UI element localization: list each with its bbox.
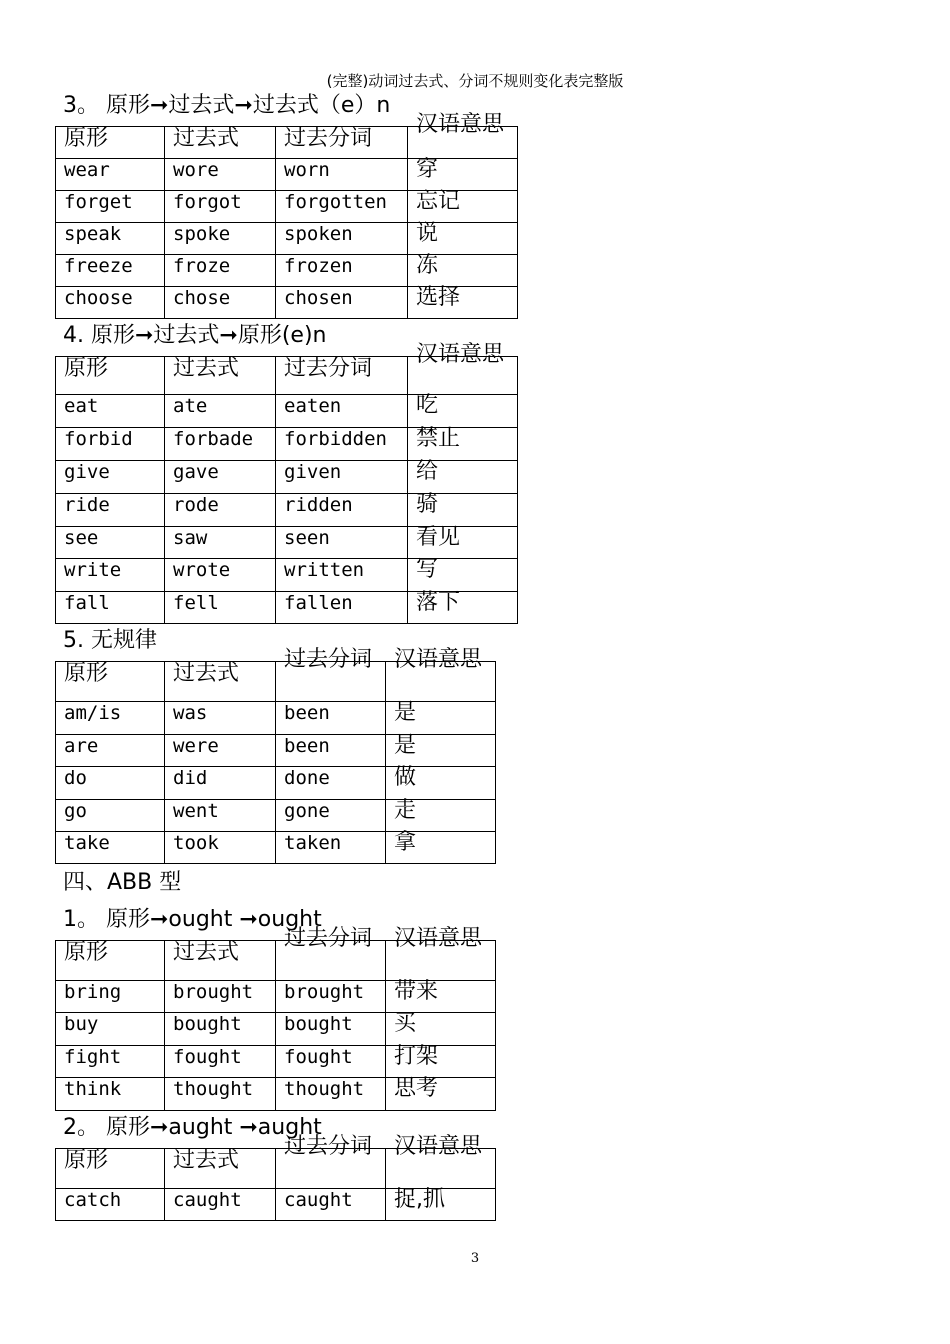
past-tense: chose	[165, 287, 276, 319]
column-header: 过去分词	[276, 127, 408, 159]
table-row	[56, 428, 518, 461]
table-row	[56, 735, 496, 767]
base-form: freeze	[56, 255, 165, 287]
base-form: are	[56, 735, 165, 767]
past-participle: taken	[276, 832, 386, 864]
chinese-meaning: 骑	[408, 494, 518, 527]
subsection-2-title: 2。 原形➞aught ➞aught	[63, 1115, 322, 1140]
past-tense: was	[165, 702, 276, 735]
base-form: buy	[56, 1013, 165, 1046]
column-header: 汉语意思	[386, 941, 496, 981]
past-participle: ridden	[276, 494, 408, 527]
base-form: fall	[56, 592, 165, 624]
verb-table-aught	[55, 1134, 496, 1221]
section-3-title: 3。 原形➞过去式➞过去式（e）n	[63, 93, 391, 118]
past-tense: spoke	[165, 223, 276, 255]
table-row	[56, 767, 496, 800]
past-tense: did	[165, 767, 276, 800]
column-header: 过去分词	[276, 1149, 386, 1189]
table-row	[56, 1078, 496, 1111]
chinese-meaning: 落下	[408, 592, 518, 624]
past-participle: fallen	[276, 592, 408, 624]
past-tense: thought	[165, 1078, 276, 1111]
subsection-1-title: 1。 原形➞ought ➞ought	[63, 907, 322, 932]
verb-table-section-3	[55, 112, 518, 319]
table-row	[56, 592, 518, 624]
base-form: speak	[56, 223, 165, 255]
past-tense: rode	[165, 494, 276, 527]
past-participle: been	[276, 702, 386, 735]
column-header: 过去式	[165, 127, 276, 159]
past-participle: eaten	[276, 395, 408, 428]
base-form: wear	[56, 159, 165, 191]
table-header-row	[56, 127, 518, 159]
past-participle: done	[276, 767, 386, 800]
chinese-meaning: 禁止	[408, 428, 518, 461]
past-participle: brought	[276, 981, 386, 1013]
chinese-meaning: 做	[386, 767, 496, 800]
past-tense: went	[165, 800, 276, 832]
past-participle: gone	[276, 800, 386, 832]
past-tense: fought	[165, 1046, 276, 1078]
past-participle: seen	[276, 527, 408, 559]
past-tense: forbade	[165, 428, 276, 461]
column-header: 过去分词	[276, 357, 408, 395]
table-row	[56, 191, 518, 223]
past-participle: given	[276, 461, 408, 494]
column-header: 过去分词	[276, 941, 386, 981]
chinese-meaning: 带来	[386, 981, 496, 1013]
table-header-row	[56, 357, 518, 395]
base-form: choose	[56, 287, 165, 319]
table-header-row	[56, 941, 496, 981]
table-header-row	[56, 1149, 496, 1189]
base-form: fight	[56, 1046, 165, 1078]
chinese-meaning: 打架	[386, 1046, 496, 1078]
column-header: 过去式	[165, 941, 276, 981]
column-header: 过去式	[165, 357, 276, 395]
past-participle: written	[276, 559, 408, 592]
column-header: 过去分词	[276, 662, 386, 702]
base-form: write	[56, 559, 165, 592]
table-row	[56, 223, 518, 255]
table-row	[56, 395, 518, 428]
past-participle: caught	[276, 1189, 386, 1221]
chinese-meaning: 吃	[408, 395, 518, 428]
past-tense: saw	[165, 527, 276, 559]
base-form: see	[56, 527, 165, 559]
past-participle: frozen	[276, 255, 408, 287]
base-form: bring	[56, 981, 165, 1013]
table-row	[56, 1189, 496, 1221]
table-row	[56, 1046, 496, 1078]
past-participle: fought	[276, 1046, 386, 1078]
past-participle: chosen	[276, 287, 408, 319]
past-participle: been	[276, 735, 386, 767]
section-5-title: 5. 无规律	[63, 628, 157, 653]
chinese-meaning: 是	[386, 735, 496, 767]
past-tense: were	[165, 735, 276, 767]
base-form: catch	[56, 1189, 165, 1221]
base-form: think	[56, 1078, 165, 1111]
chinese-meaning: 忘记	[408, 191, 518, 223]
past-tense: caught	[165, 1189, 276, 1221]
column-header: 汉语意思	[386, 662, 496, 702]
verb-table-section-5	[55, 647, 496, 864]
past-participle: forbidden	[276, 428, 408, 461]
chinese-meaning: 思考	[386, 1078, 496, 1111]
table-row	[56, 527, 518, 559]
past-participle: bought	[276, 1013, 386, 1046]
column-header: 原形	[56, 941, 165, 981]
base-form: do	[56, 767, 165, 800]
past-tense: took	[165, 832, 276, 864]
base-form: am/is	[56, 702, 165, 735]
table-row	[56, 559, 518, 592]
table-row	[56, 981, 496, 1013]
past-tense: bought	[165, 1013, 276, 1046]
past-tense: gave	[165, 461, 276, 494]
table-row	[56, 800, 496, 832]
column-header: 汉语意思	[408, 357, 518, 395]
column-header: 过去式	[165, 662, 276, 702]
chinese-meaning: 穿	[408, 159, 518, 191]
column-header: 原形	[56, 127, 165, 159]
column-header: 汉语意思	[386, 1149, 496, 1189]
base-form: forget	[56, 191, 165, 223]
past-tense: fell	[165, 592, 276, 624]
chinese-meaning: 给	[408, 461, 518, 494]
base-form: take	[56, 832, 165, 864]
chinese-meaning: 拿	[386, 832, 496, 864]
base-form: ride	[56, 494, 165, 527]
base-form: give	[56, 461, 165, 494]
base-form: go	[56, 800, 165, 832]
past-tense: forgot	[165, 191, 276, 223]
verb-table-ought	[55, 926, 496, 1111]
column-header: 汉语意思	[408, 127, 518, 159]
chinese-meaning: 走	[386, 800, 496, 832]
base-form: eat	[56, 395, 165, 428]
section-4-title: 4. 原形➞过去式➞原形(e)n	[63, 323, 327, 348]
column-header: 原形	[56, 662, 165, 702]
table-row	[56, 702, 496, 735]
verb-table-section-4	[55, 342, 518, 624]
table-row	[56, 159, 518, 191]
table-row	[56, 1013, 496, 1046]
table-row	[56, 832, 496, 864]
column-header: 原形	[56, 1149, 165, 1189]
chinese-meaning: 捉,抓	[386, 1189, 496, 1221]
chinese-meaning: 买	[386, 1013, 496, 1046]
past-participle: forgotten	[276, 191, 408, 223]
past-tense: brought	[165, 981, 276, 1013]
chinese-meaning: 说	[408, 223, 518, 255]
column-header: 原形	[56, 357, 165, 395]
past-tense: wore	[165, 159, 276, 191]
past-participle: worn	[276, 159, 408, 191]
chinese-meaning: 冻	[408, 255, 518, 287]
chinese-meaning: 看见	[408, 527, 518, 559]
table-row	[56, 255, 518, 287]
past-participle: spoken	[276, 223, 408, 255]
table-row	[56, 461, 518, 494]
past-tense: wrote	[165, 559, 276, 592]
part-4-heading: 四、ABB 型	[63, 870, 182, 895]
chinese-meaning: 是	[386, 702, 496, 735]
page-number: 3	[470, 1251, 480, 1266]
table-row	[56, 287, 518, 319]
base-form: forbid	[56, 428, 165, 461]
past-participle: thought	[276, 1078, 386, 1111]
table-header-row	[56, 662, 496, 702]
chinese-meaning: 写	[408, 559, 518, 592]
past-tense: ate	[165, 395, 276, 428]
column-header: 过去式	[165, 1149, 276, 1189]
table-row	[56, 494, 518, 527]
page-header: (完整)动词过去式、分词不规则变化表完整版	[326, 72, 624, 90]
chinese-meaning: 选择	[408, 287, 518, 319]
past-tense: froze	[165, 255, 276, 287]
